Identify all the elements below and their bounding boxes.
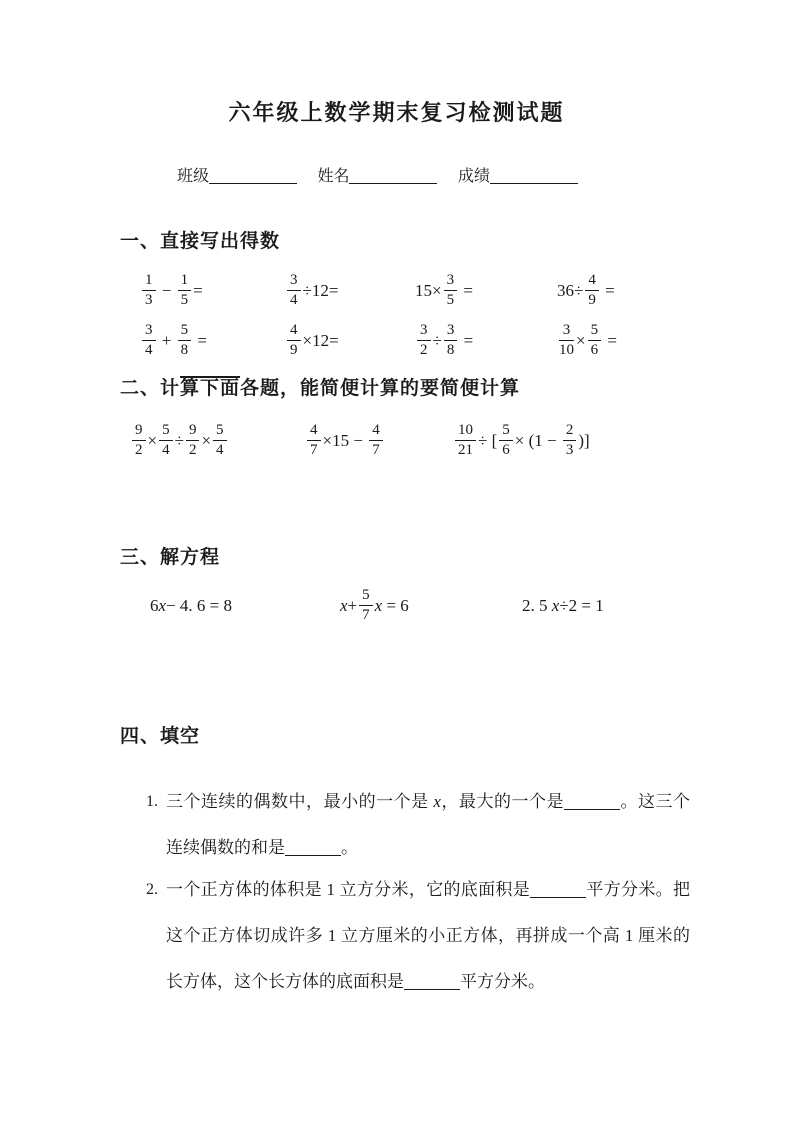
- math-token: ÷ [: [478, 431, 498, 450]
- fraction: $\frac{5}{7}$: [359, 587, 373, 624]
- fraction: $\frac{5}{6}$: [588, 322, 602, 359]
- math-token: 。这三个连续偶数的和是: [166, 792, 691, 857]
- fill-in-item: [146, 779, 793, 871]
- fill-blank: [530, 880, 586, 898]
- math-token: =: [459, 281, 473, 300]
- math-problem: [415, 266, 557, 316]
- math-variable: x: [433, 792, 441, 811]
- math-token: 36÷: [557, 281, 584, 300]
- math-problem: [557, 266, 793, 316]
- math-token: ÷: [174, 431, 184, 450]
- fill-in-item: [146, 867, 793, 1005]
- math-token: +: [157, 331, 176, 350]
- section-1-problems: [140, 266, 793, 366]
- math-variable: x: [551, 596, 560, 615]
- math-token: ×: [201, 431, 212, 450]
- fraction: $\frac{1}{5}$: [178, 272, 192, 309]
- math-problem: [140, 316, 285, 366]
- item-text: [166, 867, 690, 1005]
- math-variable: x: [158, 596, 167, 615]
- fraction: $\frac{9}{2}$: [132, 422, 146, 459]
- fraction: $\frac{3}{2}$: [417, 322, 431, 359]
- math-token: 。: [341, 838, 358, 857]
- math-token: +: [347, 596, 358, 615]
- math-token: 平方分米。把这个正方体切成许多 1 立方厘米的小正方体，再拼成一个高 1 厘米的长方体，这个长方体的底面积是: [166, 880, 691, 991]
- field-score-blank-line: [490, 167, 578, 184]
- fraction: $\frac{4}{7}$: [307, 422, 321, 459]
- math-problem: [522, 588, 793, 624]
- math-token: ×12=: [302, 331, 339, 350]
- fill-blank: [564, 792, 620, 810]
- section-4-heading: 四、填空: [120, 726, 201, 747]
- math-token: =: [459, 331, 474, 350]
- math-token: ×15 −: [322, 431, 368, 450]
- math-token: −: [157, 281, 176, 300]
- fraction: $\frac{5}{6}$: [499, 422, 513, 459]
- math-token: ×: [576, 331, 586, 350]
- math-token: ×: [147, 431, 158, 450]
- fraction: $\frac{3}{8}$: [444, 322, 458, 359]
- fraction: $\frac{3}{4}$: [142, 322, 156, 359]
- fraction: $\frac{1}{3}$: [142, 272, 156, 309]
- math-token: 平方分米。: [460, 972, 545, 991]
- math-token: × (1 −: [514, 431, 561, 450]
- fraction: $\frac{4}{9}$: [585, 272, 599, 309]
- math-token: ，最大的一个是: [440, 792, 564, 811]
- math-token: 一个正方体的体积是 1 立方分米，它的底面积是: [166, 880, 531, 899]
- section-2-heading-part: 二、计: [120, 378, 181, 399]
- fraction: $\frac{5}{4}$: [213, 422, 227, 459]
- math-problem: [130, 415, 305, 467]
- page-title: 六年级上数学期末复习检测试题: [228, 100, 565, 125]
- fraction: $\frac{4}{9}$: [287, 322, 301, 359]
- section-3-problems: [150, 588, 793, 624]
- math-variable: x: [374, 596, 383, 615]
- math-problem: [150, 588, 340, 624]
- math-variable: x: [340, 596, 348, 615]
- fraction: $\frac{2}{3}$: [563, 422, 577, 459]
- math-token: − 4. 6 = 8: [166, 596, 232, 615]
- math-problem: [285, 316, 415, 366]
- math-token: 三个连续的偶数中，最小的一个是: [166, 792, 434, 811]
- field-class-label: 班级: [177, 168, 210, 185]
- student-info-row: [177, 165, 793, 189]
- section-2-problems: [130, 415, 793, 467]
- field-name-blank-line: [349, 167, 437, 184]
- fraction: $\frac{10}{21}$: [455, 422, 476, 459]
- field-name: [317, 168, 437, 185]
- math-problem: [305, 415, 453, 467]
- math-problem: [340, 588, 522, 624]
- math-token: ÷2 = 1: [559, 596, 604, 615]
- fill-blank: [285, 838, 341, 856]
- fraction: $\frac{3}{4}$: [287, 272, 301, 309]
- item-number: 2.: [146, 881, 158, 898]
- math-token: = 6: [382, 596, 409, 615]
- math-problem: [453, 415, 793, 467]
- math-token: 6: [150, 596, 159, 615]
- math-token: =: [600, 281, 615, 300]
- section-2-heading-overlined-part: 算下面: [180, 378, 241, 399]
- math-token: =: [603, 331, 617, 350]
- fraction: $\frac{5}{8}$: [178, 322, 192, 359]
- math-token: 2. 5: [522, 596, 552, 615]
- fraction: $\frac{4}{7}$: [369, 422, 383, 459]
- math-problem: [415, 316, 557, 366]
- section-2-heading: [120, 377, 793, 401]
- field-score: [458, 168, 578, 185]
- fraction: $\frac{3}{10}$: [559, 321, 574, 358]
- item-number: 1.: [146, 793, 158, 810]
- field-class: [177, 168, 297, 185]
- math-problem: [140, 266, 285, 316]
- math-problem: [557, 316, 793, 366]
- fraction: $\frac{5}{4}$: [159, 422, 173, 459]
- field-class-blank-line: [209, 167, 297, 184]
- math-problem: [285, 266, 415, 316]
- math-token: 15×: [415, 281, 442, 300]
- field-name-label: 姓名: [317, 168, 350, 185]
- math-token: =: [193, 331, 207, 350]
- math-token: )]: [578, 431, 590, 450]
- field-score-label: 成绩: [457, 168, 490, 185]
- fill-blank: [404, 972, 460, 990]
- section-2-heading-part: 各题，能简便计算的要简便计算: [240, 378, 521, 399]
- section-3-heading: 三、解方程: [120, 547, 221, 568]
- math-token: ÷: [432, 331, 442, 350]
- fraction: $\frac{3}{5}$: [444, 272, 458, 309]
- math-token: ÷12=: [302, 281, 339, 300]
- math-token: =: [193, 281, 203, 300]
- fraction: $\frac{9}{2}$: [186, 422, 200, 459]
- item-text: [166, 779, 690, 871]
- section-1-heading: 一、直接写出得数: [120, 231, 281, 252]
